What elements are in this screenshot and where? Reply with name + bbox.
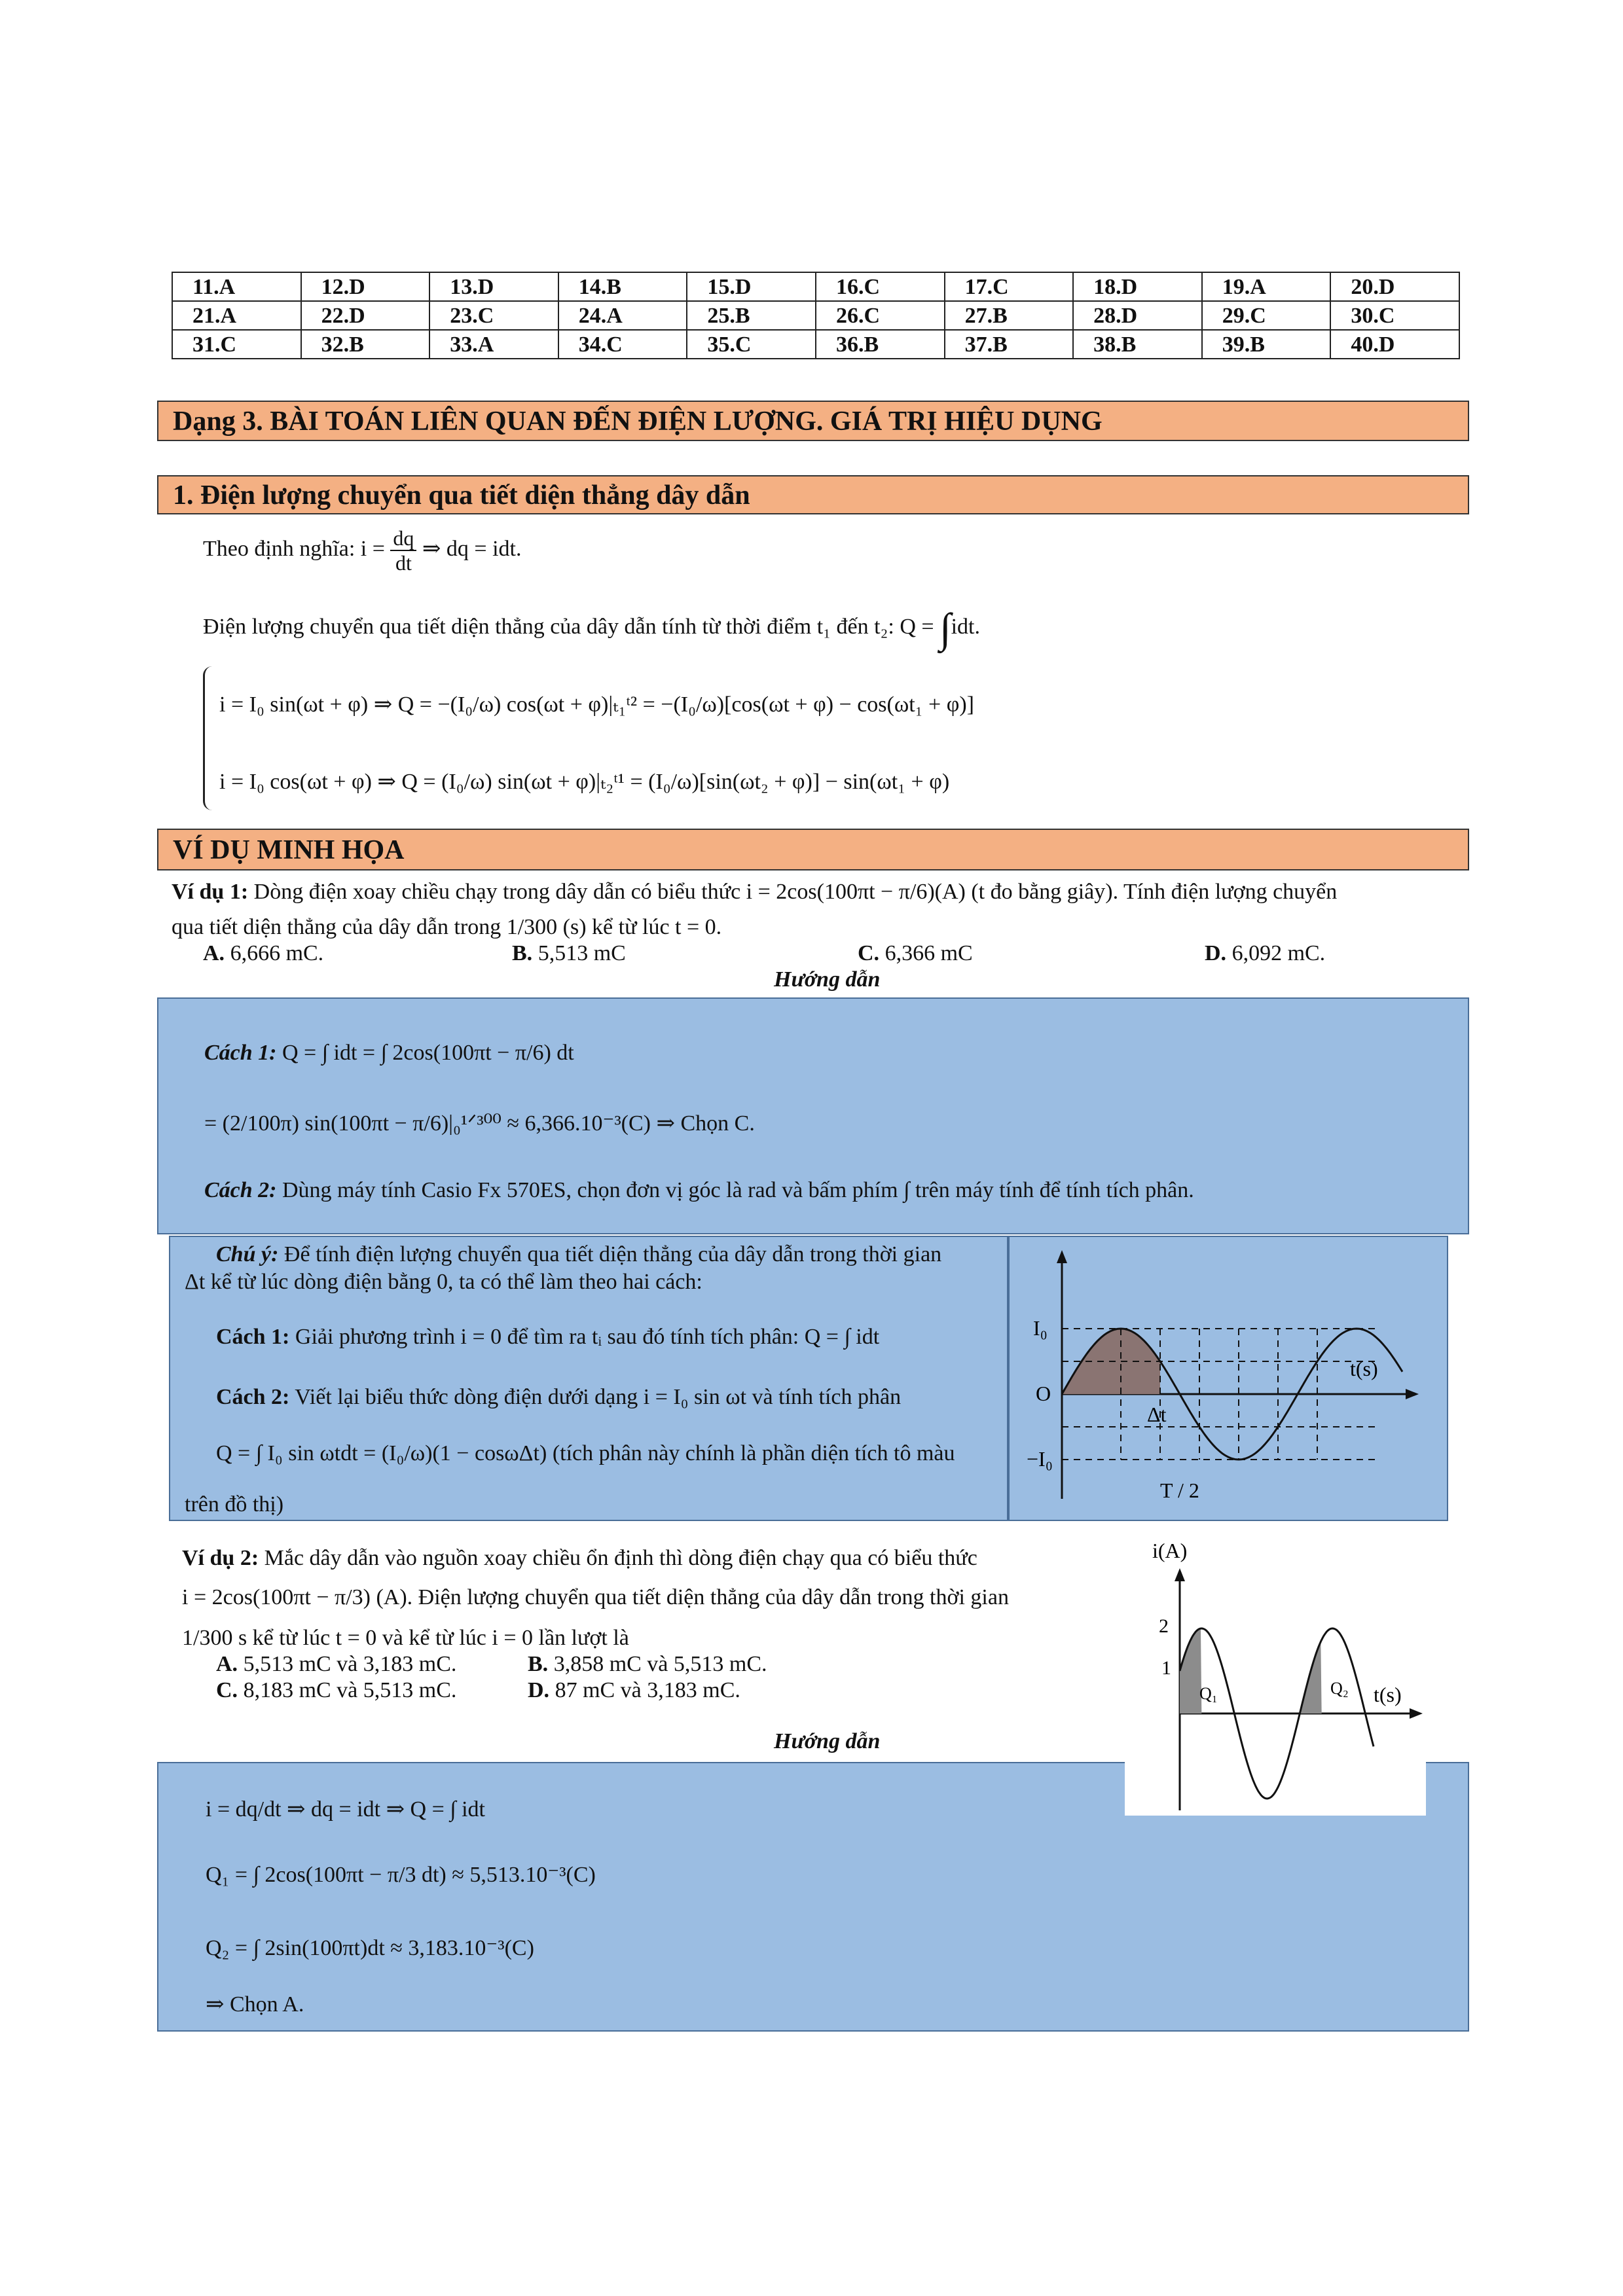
answer-cell: 35.C	[687, 330, 816, 359]
answer-row	[172, 301, 1459, 330]
answer-cell: 38.B	[1073, 330, 1202, 359]
graph-label-o: O	[1036, 1382, 1051, 1405]
ex2-sol2: Q₁ = ∫ 2cos(100πt − π/3 dt) ≈ 5,513.10⁻³(C)	[206, 1863, 596, 1887]
charge-definition: Điện lượng chuyển qua tiết diện thẳng của dây dẫn tính từ thời điểm t₁ đến t₂: Q = ∫idt.	[203, 605, 981, 651]
note-graph-box	[1008, 1236, 1448, 1521]
graph-x-arrow	[1406, 1389, 1419, 1399]
ex2-sol3: Q₂ = ∫ 2sin(100πt)dt ≈ 3,183.10⁻³(C)	[206, 1936, 534, 1960]
answer-cell: 13.D	[429, 272, 558, 301]
answer-cell: 39.B	[1202, 330, 1331, 359]
answer-cell: 19.A	[1202, 272, 1331, 301]
note-c2: Cách 2: Viết lại biểu thức dòng điện dưới dạng i = I₀ sin ωt và tính tích phân	[216, 1385, 902, 1409]
answer-cell: 21.A	[172, 301, 301, 330]
ex1-c1-line1: Cách 1: Q = ∫ idt = ∫ 2cos(100πt − π/6) dt	[204, 1041, 574, 1065]
graph-label-dt: Δt	[1147, 1403, 1167, 1426]
ex2-graph-label-ia: i(A)	[1152, 1542, 1188, 1562]
ex2-option-c: C. 8,183 mC và 5,513 mC.	[216, 1678, 457, 1702]
ex2-line2: i = 2cos(100πt − π/3) (A). Điện lượng chuyển qua tiết diện thẳng của dây dẫn trong thời gian	[182, 1585, 1009, 1609]
answer-table	[172, 272, 1460, 359]
answer-cell: 32.B	[301, 330, 430, 359]
answer-cell: 36.B	[816, 330, 945, 359]
answer-cell: 17.C	[945, 272, 1074, 301]
graph-label-i0: I₀	[1033, 1316, 1048, 1340]
answer-cell: 11.A	[172, 272, 301, 301]
note-c1: Cách 1: Giải phương trình i = 0 để tìm ra tᵢ sau đó tính tích phân: Q = ∫ idt	[216, 1325, 880, 1349]
answer-cell: 34.C	[558, 330, 687, 359]
answer-cell: 31.C	[172, 330, 301, 359]
answer-cell: 30.C	[1330, 301, 1459, 330]
subsection-title: 1. Điện lượng chuyển qua tiết diện thẳng dây dẫn	[157, 475, 1469, 514]
answer-cell: 18.D	[1073, 272, 1202, 301]
ex1-c1-line2: = (2/100π) sin(100πt − π/6)|₀¹ᐟ³⁰⁰ ≈ 6,366.10⁻³(C) ⇒ Chọn C.	[204, 1111, 755, 1136]
note-c2-formula: Q = ∫ I₀ sin ωtdt = (I₀/ω)(1 − cosωΔt) (tích phân này chính là phần diện tích tô màu	[216, 1441, 955, 1465]
answer-cell: 22.D	[301, 301, 430, 330]
note-box	[169, 1236, 1008, 1521]
ex1-guide-title: Hướng dẫn	[774, 967, 881, 992]
sine-graph	[1010, 1237, 1450, 1522]
answer-cell: 14.B	[558, 272, 687, 301]
ex1-option-b: B. 5,513 mC	[512, 941, 626, 965]
graph-label-ts: t(s)	[1350, 1357, 1378, 1380]
note-c2-tail: trên đồ thị)	[185, 1492, 284, 1516]
answer-row	[172, 272, 1459, 301]
formula-sin: i = I₀ sin(ωt + φ) ⇒ Q = −(I₀/ω) cos(ωt + φ)|ₜ₁ᵗ² = −(I₀/ω)[cos(ωt + φ) − cos(ωt₁ + φ)]	[219, 692, 974, 717]
ex1-line1: Ví dụ 1: Dòng điện xoay chiều chạy trong dây dẫn có biểu thức i = 2cos(100πt − π/6)(A) (t đo bằng giây). Tính điện lượng chuyển	[172, 880, 1338, 904]
ex2-graph-label-q2: Q₂	[1330, 1679, 1349, 1698]
ex2-graph-label-ts: t(s)	[1374, 1683, 1402, 1706]
ex2-graph-label-2: 2	[1159, 1615, 1169, 1637]
ex2-option-a: A. 5,513 mC và 3,183 mC.	[216, 1652, 457, 1676]
ex1-option-c: C. 6,366 mC	[858, 941, 973, 965]
answer-cell: 15.D	[687, 272, 816, 301]
answer-cell: 37.B	[945, 330, 1074, 359]
note-line2: Δt kể từ lúc dòng điện bằng 0, ta có thể làm theo hai cách:	[185, 1270, 702, 1294]
ex2-graph-x-arrow	[1410, 1708, 1423, 1719]
answer-cell: 40.D	[1330, 330, 1459, 359]
answer-row	[172, 330, 1459, 359]
note-line1: Chú ý: Để tính điện lượng chuyển qua tiết diện thẳng của dây dẫn trong thời gian	[216, 1242, 942, 1266]
answer-cell: 26.C	[816, 301, 945, 330]
ex2-option-b: B. 3,858 mC và 5,513 mC.	[528, 1652, 767, 1676]
graph-y-arrow	[1057, 1250, 1067, 1263]
ex2-sol4: ⇒ Chọn A.	[206, 1992, 304, 2017]
ex2-guide-title: Hướng dẫn	[774, 1729, 881, 1753]
formula-cos: i = I₀ cos(ωt + φ) ⇒ Q = (I₀/ω) sin(ωt + φ)|ₜ₂ᵗ¹ = (I₀/ω)[sin(ωt₂ + φ)] − sin(ωt₁ + φ)	[219, 770, 950, 794]
ex2-graph-label-1: 1	[1161, 1657, 1171, 1679]
ex2-graph-label-q1: Q₁	[1199, 1684, 1218, 1703]
answer-cell: 20.D	[1330, 272, 1459, 301]
ex2-graph-y-arrow	[1175, 1568, 1185, 1581]
graph-label-t2: T / 2	[1160, 1479, 1199, 1502]
answer-cell: 25.B	[687, 301, 816, 330]
ex1-option-a: A. 6,666 mC.	[203, 941, 324, 965]
definition: Theo định nghĩa: i = $\frac{dq}{dt}$ ⇒ dq = idt.	[203, 526, 522, 575]
ex2-line3: 1/300 s kể từ lúc t = 0 và kể từ lúc i = 0 lần lượt là	[182, 1626, 629, 1650]
answer-cell: 12.D	[301, 272, 430, 301]
graph-label-neg-i0: −I₀	[1027, 1447, 1053, 1471]
ex2-sol1: i = dq/dt ⇒ dq = idt ⇒ Q = ∫ idt	[206, 1797, 485, 1821]
ex1-c2: Cách 2: Dùng máy tính Casio Fx 570ES, chọn đơn vị góc là rad và bấm phím ∫ trên máy tính để tính tích phân.	[204, 1178, 1194, 1202]
section-title: Dạng 3. BÀI TOÁN LIÊN QUAN ĐẾN ĐIỆN LƯỢNG. GIÁ TRỊ HIỆU DỤNG	[157, 401, 1469, 441]
ex2-graph	[1125, 1542, 1426, 1817]
ex1-solution-box	[157, 997, 1469, 1234]
answer-cell: 16.C	[816, 272, 945, 301]
ex2-option-d: D. 87 mC và 3,183 mC.	[528, 1678, 740, 1702]
answer-cell: 29.C	[1202, 301, 1331, 330]
ex1-option-d: D. 6,092 mC.	[1205, 941, 1326, 965]
ex1-line2: qua tiết diện thẳng của dây dẫn trong 1/300 (s) kể từ lúc t = 0.	[172, 915, 722, 939]
examples-title: VÍ DỤ MINH HỌA	[157, 829, 1469, 870]
answer-cell: 23.C	[429, 301, 558, 330]
answer-cell: 24.A	[558, 301, 687, 330]
answer-cell: 27.B	[945, 301, 1074, 330]
answer-cell: 28.D	[1073, 301, 1202, 330]
ex2-line1: Ví dụ 2: Mắc dây dẫn vào nguồn xoay chiều ổn định thì dòng điện chạy qua có biểu thức	[182, 1546, 977, 1570]
answer-cell: 33.A	[429, 330, 558, 359]
